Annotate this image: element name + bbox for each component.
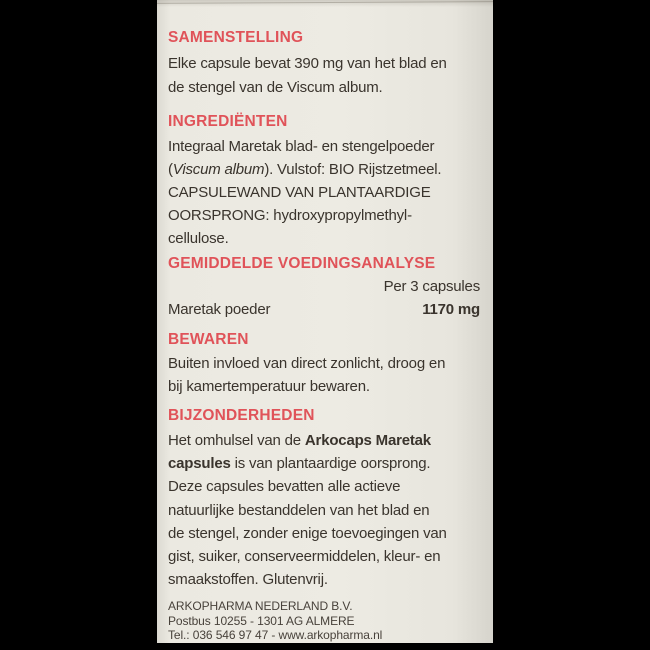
text-line: OORSPRONG: hydroxypropylmethyl-: [168, 207, 412, 224]
samenstelling-heading: SAMENSTELLING: [168, 29, 304, 46]
section-samenstelling: [168, 28, 480, 99]
section-ingredienten: [168, 112, 480, 250]
text-fragment: (: [168, 161, 173, 178]
company-contact: Tel.: 036 546 97 47 - www.arkopharma.nl: [168, 628, 383, 643]
label-content: [157, 28, 493, 643]
text-fragment: is van plantaardige oorsprong.: [230, 455, 431, 473]
text-fragment: ). Vulstof: BIO Rijstzetmeel.: [264, 161, 442, 178]
text-line: cellulose.: [168, 230, 229, 247]
voedingsanalyse-heading: GEMIDDELDE VOEDINGSANALYSE: [168, 255, 436, 272]
nutrient-value: 1170 mg: [422, 301, 480, 318]
text-line: gist, suiker, conserveermiddelen, kleur- en: [168, 548, 441, 566]
company-name: ARKOPHARMA NEDERLAND B.V.: [168, 599, 353, 614]
text-line: de stengel van de Viscum album.: [168, 78, 383, 96]
text-line: Elke capsule bevat 390 mg van het blad en: [168, 55, 447, 72]
text-line: Integraal Maretak blad- en stengelpoeder: [168, 138, 435, 155]
text-line: Buiten invloed van direct zonlicht, droog en: [168, 355, 446, 372]
text-line: CAPSULEWAND VAN PLANTAARDIGE: [168, 184, 431, 201]
bijzonderheden-heading: BIJZONDERHEDEN: [168, 407, 315, 424]
text-line: [168, 429, 480, 452]
section-bewaren: [168, 330, 480, 398]
text-line: bij kamertemperatuur bewaren.: [168, 378, 370, 395]
product-name-bold: Arkocaps Maretak: [304, 432, 431, 449]
per-capsules-label: Per 3 capsules: [383, 278, 480, 295]
text-line: natuurlijke bestanddelen van het blad en: [168, 501, 430, 519]
ingredienten-body: [168, 135, 480, 250]
text-line: Deze capsules bevatten alle actieve: [168, 478, 401, 496]
nutrient-row: [168, 298, 480, 321]
latin-species-name: Viscum album: [172, 161, 265, 178]
text-line: smaakstoffen. Glutenvrij.: [168, 571, 328, 589]
product-name-bold: capsules: [168, 455, 231, 473]
section-bijzonderheden: [168, 406, 480, 591]
samenstelling-body: [168, 52, 480, 99]
manufacturer-info: [168, 599, 480, 643]
ingredienten-heading: INGREDIËNTEN: [168, 113, 288, 130]
text-fragment: Het omhulsel van de: [168, 432, 305, 449]
bewaren-body: [168, 352, 480, 398]
bewaren-heading: BEWAREN: [168, 331, 249, 348]
text-line: de stengel, zonder enige toevoegingen van: [168, 524, 447, 542]
bijzonderheden-body: [168, 429, 480, 591]
company-address: Postbus 10255 - 1301 AG ALMERE: [168, 613, 355, 628]
nutrient-name: Maretak poeder: [168, 301, 271, 318]
text-line: [168, 452, 480, 475]
section-voedingsanalyse: [168, 254, 480, 321]
package-back-panel: [157, 0, 493, 643]
text-line: [168, 158, 480, 181]
